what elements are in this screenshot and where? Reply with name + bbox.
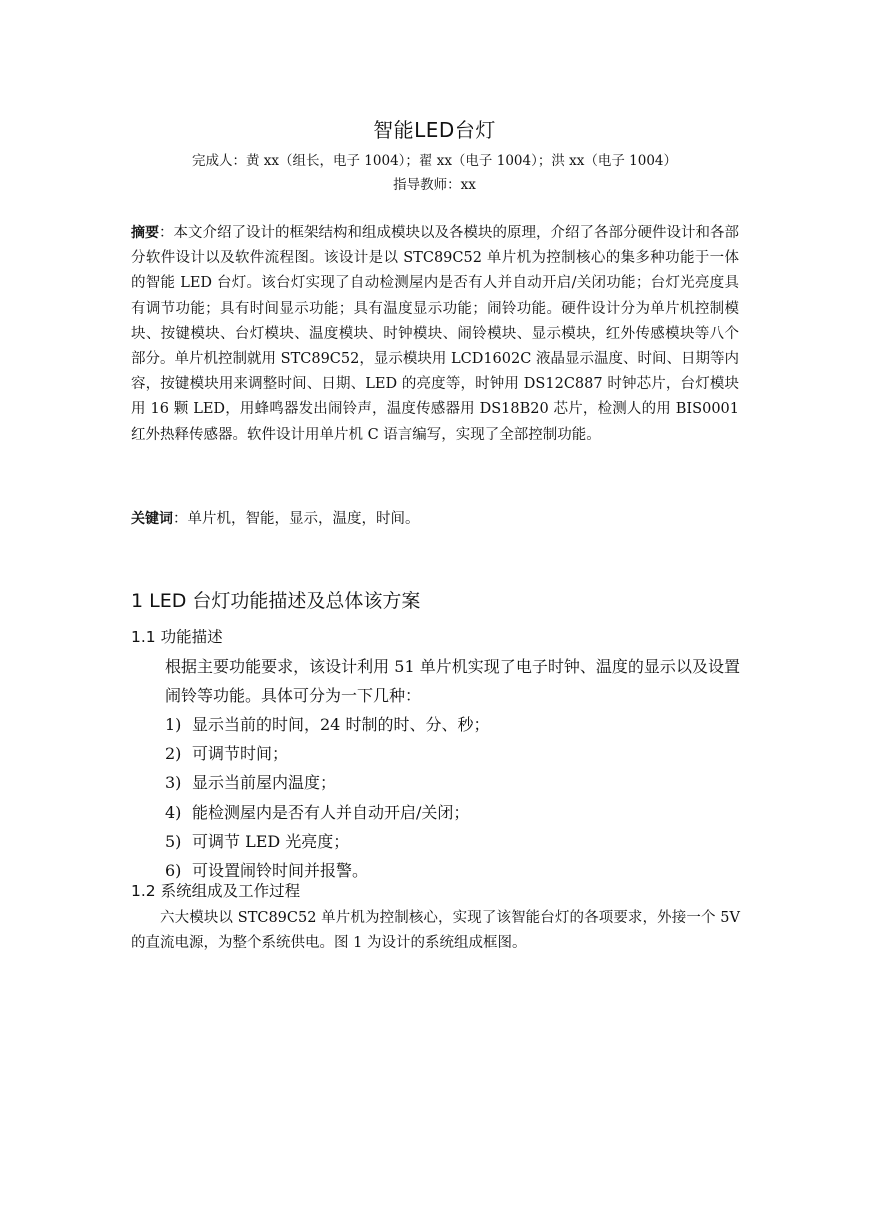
list-item-number: 4) [165, 802, 182, 822]
advisor-line: 指导教师：xx [393, 177, 476, 193]
function-intro-paragraph: 根据主要功能要求，该设计利用 51 单片机实现了电子时钟、温度的显示以及设置闹铃等功能。具体可分为一下几种： [165, 657, 740, 705]
system-composition-paragraph: 六大模块以 STC89C52 单片机为控制核心，实现了该智能台灯的各项要求，外接一个 5V 的直流电源，为整个系统供电。图 1 为设计的系统组成框图。 [131, 910, 740, 951]
list-item-text: 可设置闹铃时间并报警。 [192, 861, 369, 881]
keywords-label: 关键词 [131, 511, 173, 527]
list-item [165, 710, 489, 739]
abstract-paragraph [131, 221, 739, 448]
list-item-number: 2) [165, 744, 182, 764]
section-heading-1: 1 LED 台灯功能描述及总体该方案 [131, 590, 421, 612]
list-item-number: 6) [165, 861, 182, 881]
list-item [165, 768, 489, 797]
list-item-text: 显示当前的时间，24 时制的时、分、秒； [192, 715, 490, 734]
list-item-number: 1) [165, 715, 182, 734]
paper-title: 智能LED台灯 [373, 118, 496, 142]
list-item-text: 能检测屋内是否有人并自动开启/关闭； [192, 802, 470, 822]
author-line: 完成人：黄 xx（组长，电子 1004）；翟 xx（电子 1004）；洪 xx（电子 1004） [192, 153, 677, 169]
function-list [165, 710, 489, 885]
list-item-text: 可调节 LED 光亮度； [192, 831, 350, 851]
list-item [165, 739, 489, 768]
list-item [165, 798, 489, 827]
list-item-text: 可调节时间； [192, 744, 289, 764]
abstract-label: 摘要 [131, 225, 159, 241]
keywords-line [131, 507, 739, 532]
list-item-text: 显示当前屋内温度； [192, 773, 337, 793]
list-item-number: 3) [165, 773, 182, 793]
subsection-heading-1-1: 1.1 功能描述 [131, 628, 223, 646]
keywords-text: ：单片机，智能，显示，温度，时间。 [173, 511, 420, 527]
list-item [165, 827, 489, 856]
list-item-number: 5) [165, 831, 182, 851]
abstract-text: ：本文介绍了设计的框架结构和组成模块以及各模块的原理，介绍了各部分硬件设计和各部分软件设计以及软件流程图。该设计是以 STC89C52 单片机为控制核心的集多种功能于一体的智能 LED 台灯。该台灯实现了自动检测屋内是否有人并自动开启/关闭功能；台灯光亮度具有调节功能；具有时间显示功能；具有温度显示功能；闹铃功能。硬件设计分为单片机控制模块、按键模块、台灯模块、温度模块、时钟模块、闹铃模块、显示模块，红外传感模块等八个部分。单片机控制就用 STC89C52，显示模块用 LCD1602C 液晶显示温度、时间、日期等内容，按键模块用来调整时间、日期、LED 的亮度等，时钟用 DS12C887 时钟芯片，台灯模块用 16 颗 LED，用蜂鸣器发出闹铃声，温度传感器用 DS18B20 芯片，检测人的用 BIS0001 红外热释传感器。软件设计用单片机 C 语言编写，实现了全部控制功能。 [131, 225, 739, 443]
subsection-heading-1-2: 1.2 系统组成及工作过程 [131, 882, 301, 900]
